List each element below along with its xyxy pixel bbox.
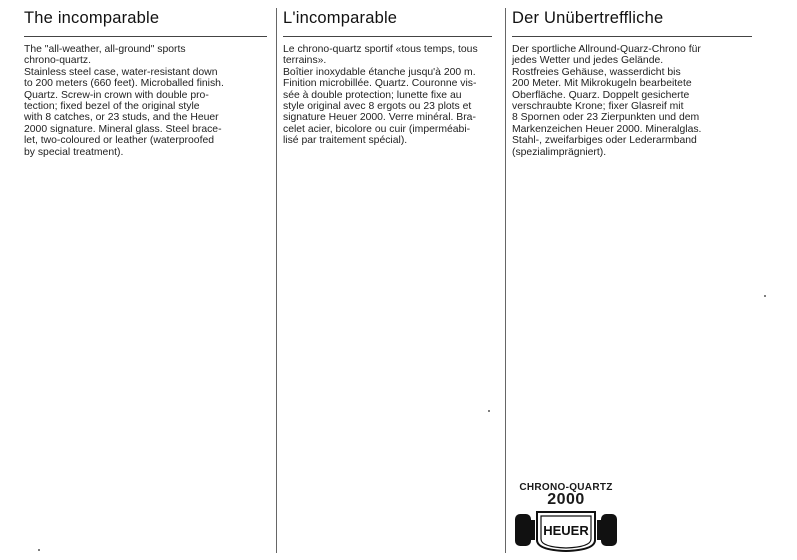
- column-body: The "all-weather, all-ground" sports chrono-quartz. Stainless steel case, water-resistant down to 200 meters (660 feet). Microballed finish. Quartz. Screw-in crown with double pro- tection; fixed bezel of the original style with 8 catches, or 23 studs, and the Heuer 2000 signature. Mineral glass. Steel brace- let, two-coloured or leather (waterproofed by special treatment).: [24, 44, 224, 158]
- logo-2000-text: 2000: [547, 491, 585, 508]
- logo-chrono-quartz-text: CHRONO-QUARTZ: [519, 482, 613, 493]
- title-rule: [24, 36, 267, 37]
- logo-brand-text: HEUER: [543, 523, 589, 538]
- title-rule: [512, 36, 752, 37]
- heuer-2000-logo: [511, 482, 621, 552]
- column-title: Der Unübertreffliche: [512, 9, 664, 27]
- column-divider: [276, 8, 277, 553]
- speck-mark: [488, 410, 490, 412]
- heuer-shield-icon: [515, 510, 617, 552]
- speck-mark: [764, 295, 766, 297]
- column-title: L'incomparable: [283, 9, 398, 27]
- column-body: Le chrono-quartz sportif «tous temps, tous terrains». Boîtier inoxydable étanche jusqu'à 200 m. Finition microbillée. Quartz. Couronne vis- sée à double protection; lunette fixe au style original avec 8 ergots ou 23 plots et signature Heuer 2000. Verre minéral. Bra- celet acier, bicolore ou cuir (imperméabi- lisé par traitement spécial).: [283, 44, 478, 147]
- column-body: Der sportliche Allround-Quarz-Chrono für jedes Wetter und jedes Gelände. Rostfreies Gehäuse, wasserdicht bis 200 Meter. Mit Mikrokugeln bearbeitete Oberfläche. Quarz. Doppelt gesicherte verschraubte Krone; fixer Glasreif mit 8 Spornen oder 23 Zierpunkten und dem Markenzeichen Heuer 2000. Mineralglas. Stahl-, zweifarbiges oder Lederarmband (spezialimprägniert).: [512, 44, 702, 158]
- column-divider: [505, 8, 506, 553]
- title-rule: [283, 36, 492, 37]
- speck-mark: [38, 549, 40, 551]
- column-title: The incomparable: [24, 9, 160, 27]
